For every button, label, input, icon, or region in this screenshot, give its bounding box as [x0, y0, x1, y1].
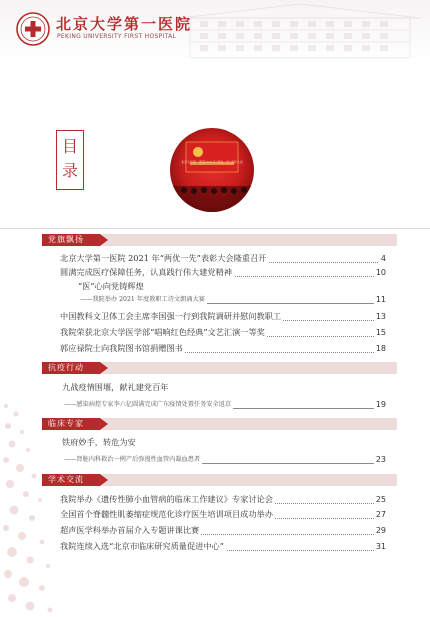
section-tab-party [42, 234, 100, 246]
entry-title: 中国教科文卫体工会主席李国强一行到我院调研并慰问教职工 [60, 311, 282, 321]
toc-entry-heading[interactable] [62, 381, 386, 394]
entry-page: 11 [375, 295, 386, 304]
cover-caption: 北京大学第一医院2021年“两优一先”表彰大会 [181, 160, 243, 164]
toc-entry[interactable] [60, 310, 386, 323]
entry-subtitle: ——感染病控专家李六亿圆满完成广东疫情处置任务安全返京 [64, 398, 233, 411]
toc-entry-heading[interactable] [78, 280, 386, 293]
entry-title: “医”心向党铸辉煌 [78, 281, 144, 291]
entry-page: 10 [375, 268, 386, 277]
entry-title: 铁府妙手，转危为安 [62, 437, 136, 447]
entry-title: 超声医学科举办首届介入专题讲课比赛 [60, 525, 200, 535]
toc-heading-char-1: 目 [61, 137, 78, 156]
toc-entry-subtitle[interactable] [80, 293, 386, 306]
entry-title: 郭应禄院士向我院图书馆捐赠图书 [60, 343, 183, 353]
entry-page: 27 [375, 510, 386, 519]
toc-entry[interactable] [60, 524, 386, 537]
hospital-logo-icon [16, 12, 50, 46]
toc-heading [57, 135, 83, 183]
entry-page: 29 [375, 526, 386, 535]
cover-photo [170, 128, 254, 212]
entry-title: 九战疫情围堰，献礼建党百年 [62, 382, 169, 392]
cover-stage-graphic [170, 128, 254, 212]
entry-page: 15 [375, 328, 386, 337]
toc-entry[interactable] [60, 540, 386, 553]
divider [0, 228, 430, 229]
entry-page: 18 [375, 344, 386, 353]
toc-entry-subtitle[interactable] [64, 453, 386, 466]
toc-entry[interactable] [60, 508, 386, 521]
section-tab-covid [42, 362, 100, 374]
toc-entry[interactable] [60, 266, 386, 279]
entry-page: 31 [375, 542, 386, 551]
entry-page: 4 [380, 254, 386, 263]
decorative-dots [0, 400, 60, 617]
section-tab-academic [42, 474, 100, 486]
toc-entry-subtitle[interactable] [64, 398, 386, 411]
toc-heading-box [56, 130, 84, 190]
entry-title: 全国首个脊髓性肌萎缩症规范化诊疗医生培训项目成功举办 [60, 509, 273, 519]
entry-subtitle: ——肾脏内科救治一例产后弥漫性血管内凝血患者 [64, 453, 202, 466]
hospital-building-watermark [170, 0, 430, 60]
section-label: 临床专家 [48, 419, 84, 428]
section-label: 党旗飘扬 [48, 235, 84, 244]
section-tab-clinical [42, 418, 100, 430]
toc-heading-char-2: 录 [61, 161, 78, 180]
entry-title: 北京大学第一医院 2021 年“两优一先”表彰大会隆重召开 [60, 253, 267, 263]
entry-title: 圆满完成医疗保障任务，认真践行伟大建党精神 [60, 267, 232, 277]
entry-subtitle: ——我院举办 2021 年度教职工诗文朗诵大赛 [80, 293, 207, 306]
entry-title: 我院举办《遗传性肺小血管病的临床工作建议》专家讨论会 [60, 494, 273, 504]
entry-title: 我院连续入选“北京市临床研究质量促进中心” [60, 541, 224, 551]
toc-entry-heading[interactable] [62, 436, 386, 449]
toc-entry[interactable] [60, 326, 386, 339]
hospital-name-en: PEKING UNIVERSITY FIRST HOSPITAL [57, 33, 177, 40]
hospital-name-cn: 北京大学第一医院 [56, 15, 193, 33]
section-label: 抗疫行动 [48, 363, 84, 372]
toc-entry[interactable] [60, 342, 386, 355]
entry-title: 我院荣获北京大学医学部“唱响红色经典”文艺汇演一等奖 [60, 327, 265, 337]
toc-entry[interactable] [60, 252, 386, 265]
section-label: 学术交流 [48, 475, 84, 484]
header [0, 0, 430, 60]
entry-page: 19 [375, 400, 386, 409]
entry-page: 13 [375, 312, 386, 321]
entry-page: 25 [375, 495, 386, 504]
entry-page: 23 [375, 455, 386, 464]
toc-entry[interactable] [60, 493, 386, 506]
